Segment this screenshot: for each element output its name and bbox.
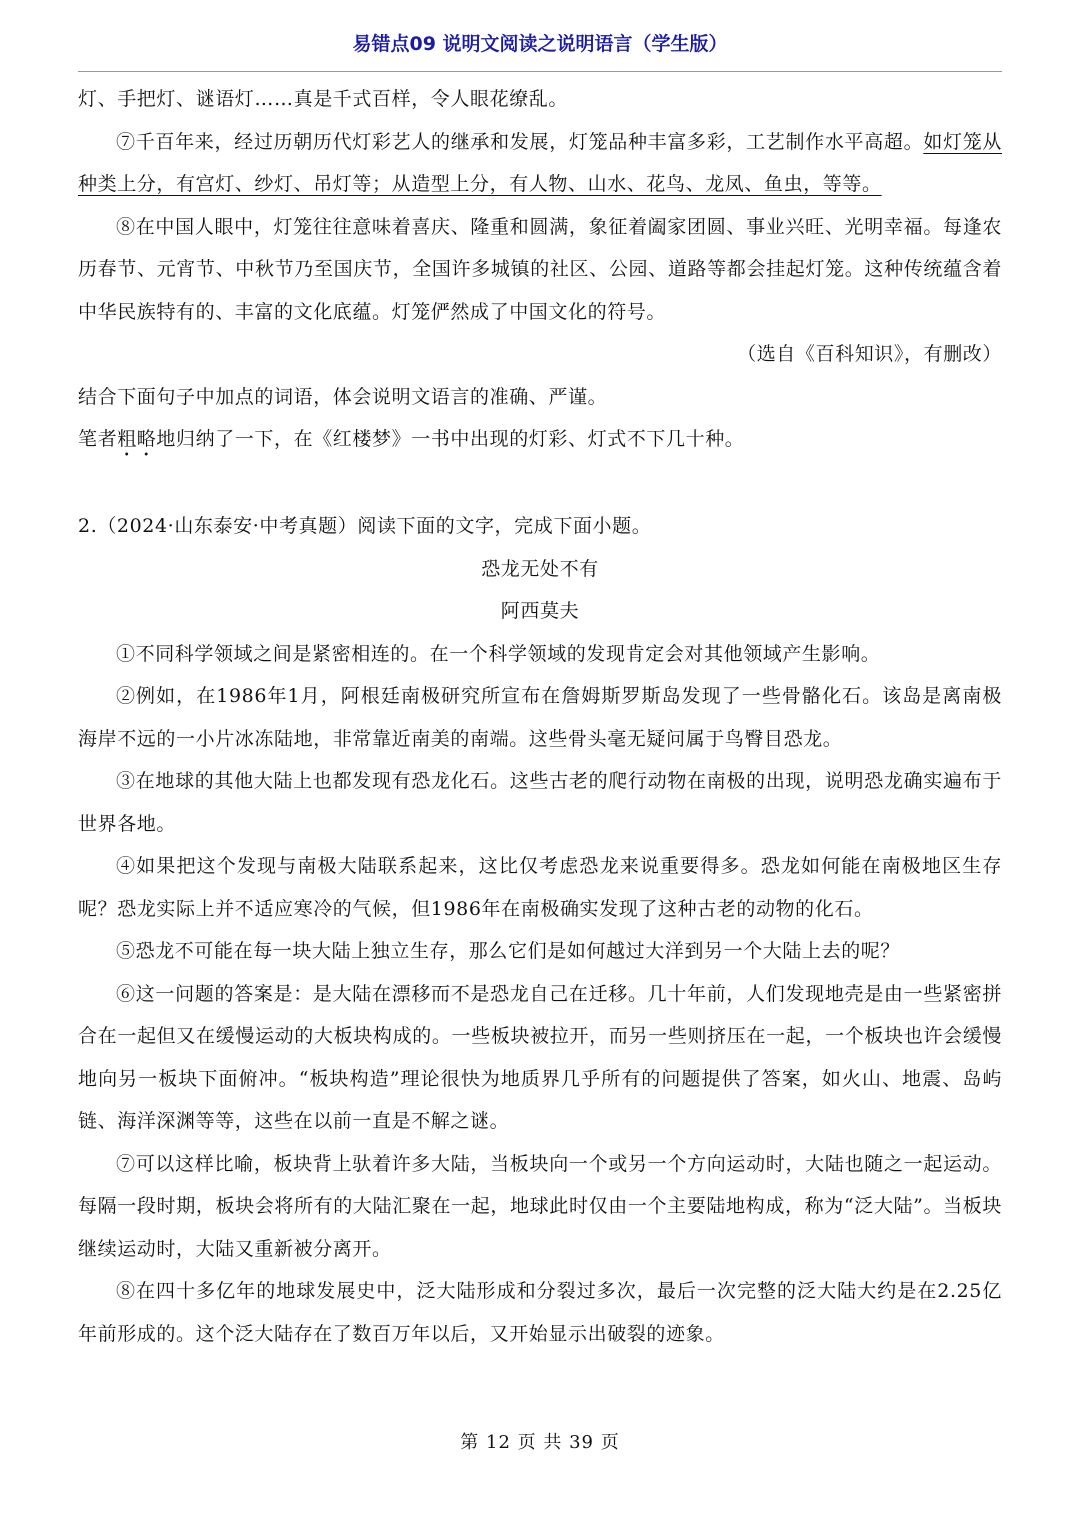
article-paragraph-4: ④如果把这个发现与南极大陆联系起来，这比仅考虑恐龙来说重要得多。恐龙如何能在南极地区生存呢？恐龙实际上并不适应寒冷的气候，但1986年在南极确实发现了这种古老的动物的化石。: [78, 855, 1002, 920]
header-divider: [78, 71, 1002, 72]
article-title: 恐龙无处不有: [481, 557, 599, 580]
page-header-title: 易错点09 说明文阅读之说明语言（学生版）: [352, 33, 728, 55]
paragraph-continuation: 灯、手把灯、谜语灯……真是千式百样，令人眼花缭乱。: [78, 88, 569, 110]
article-paragraph-8: ⑧在四十多亿年的地球发展史中，泛大陆形成和分裂过多次，最后一次完整的泛大陆大约是在2.25亿年前形成的。这个泛大陆存在了数百万年以后，又开始显示出破裂的迹象。: [78, 1280, 1002, 1345]
article-paragraph-7: ⑦可以这样比喻，板块背上驮着许多大陆，当板块向一个或另一个方向运动时，大陆也随之一起运动。每隔一段时期，板块会将所有的大陆汇聚在一起，地球此时仅由一个主要陆地构成，称为“泛大陆”。当板块继续运动时，大陆又重新被分离开。: [78, 1152, 1002, 1260]
underlined-sentence: 如灯笼从种类上分，有宫灯、纱灯、吊灯等；从造型上分，有人物、山水、花鸟、龙凤、鱼虫，等等。: [78, 130, 1003, 195]
article-paragraph-6: ⑥这一问题的答案是：是大陆在漂移而不是恐龙自己在迁移。几十年前，人们发现地壳是由一些紧密拼合在一起但又在缓慢运动的大板块构成的。一些板块被拉开，而另一些则挤压在一起，一个板块也许会缓慢地向另一板块下面俯冲。“板块构造”理论很快为地质界几乎所有的问题提供了答案，如火山、地震、岛屿链、海洋深渊等等，这些在以前一直是不解之谜。: [78, 982, 1002, 1132]
question-sentence: [78, 418, 1002, 461]
page-number: 第 12 页 共 39 页: [460, 1432, 620, 1453]
document-body: [78, 78, 1002, 1355]
article-paragraph-5: ⑤恐龙不可能在每一块大陆上独立生存，那么它们是如何越过大洋到另一个大陆上去的呢？: [116, 940, 901, 962]
question-prompt: 结合下面句子中加点的词语，体会说明文语言的准确、严谨。: [78, 385, 608, 408]
article-paragraph-2: ②例如，在1986年1月，阿根廷南极研究所宣布在詹姆斯罗斯岛发现了一些骨骼化石。该岛是离南极海岸不远的一小片冰冻陆地，非常靠近南美的南端。这些骨头毫无疑问属于鸟臀目恐龙。: [78, 685, 1002, 750]
sentence-pre: 笔者: [78, 428, 118, 450]
section-gap: [78, 461, 1002, 505]
article-paragraph-3: ③在地球的其他大陆上也都发现有恐龙化石。这些古老的爬行动物在南极的出现，说明恐龙确实遍布于世界各地。: [78, 770, 1002, 835]
sentence-post: 地归纳了一下，在《红楼梦》一书中出现的灯彩、灯式不下几十种。: [156, 428, 745, 450]
dotted-word: 粗略: [117, 428, 157, 450]
paragraph-7: [78, 121, 1002, 206]
paragraph-8: ⑧在中国人眼中，灯笼往往意味着喜庆、隆重和圆满，象征着阖家团圆、事业兴旺、光明幸福。每逢农历春节、元宵节、中秋节乃至国庆节，全国许多城镇的社区、公园、道路等都会挂起灯笼。这种传统蕴含着中华民族特有的、丰富的文化底蕴。灯笼俨然成了中国文化的符号。: [78, 215, 1002, 323]
article-paragraph-1: ①不同科学领域之间是紧密相连的。在一个科学领域的发现肯定会对其他领域产生影响。: [116, 642, 881, 665]
paragraph-7-text: ⑦千百年来，经过历朝历代灯彩艺人的继承和发展，灯笼品种丰富多彩，工艺制作水平高超。: [116, 130, 924, 153]
question-2-intro: 2.（2024·山东泰安·中考真题）阅读下面的文字，完成下面小题。: [78, 515, 652, 537]
article-author: 阿西莫夫: [500, 600, 580, 622]
source-note: （选自《百科知识》，有删改）: [737, 343, 1002, 365]
